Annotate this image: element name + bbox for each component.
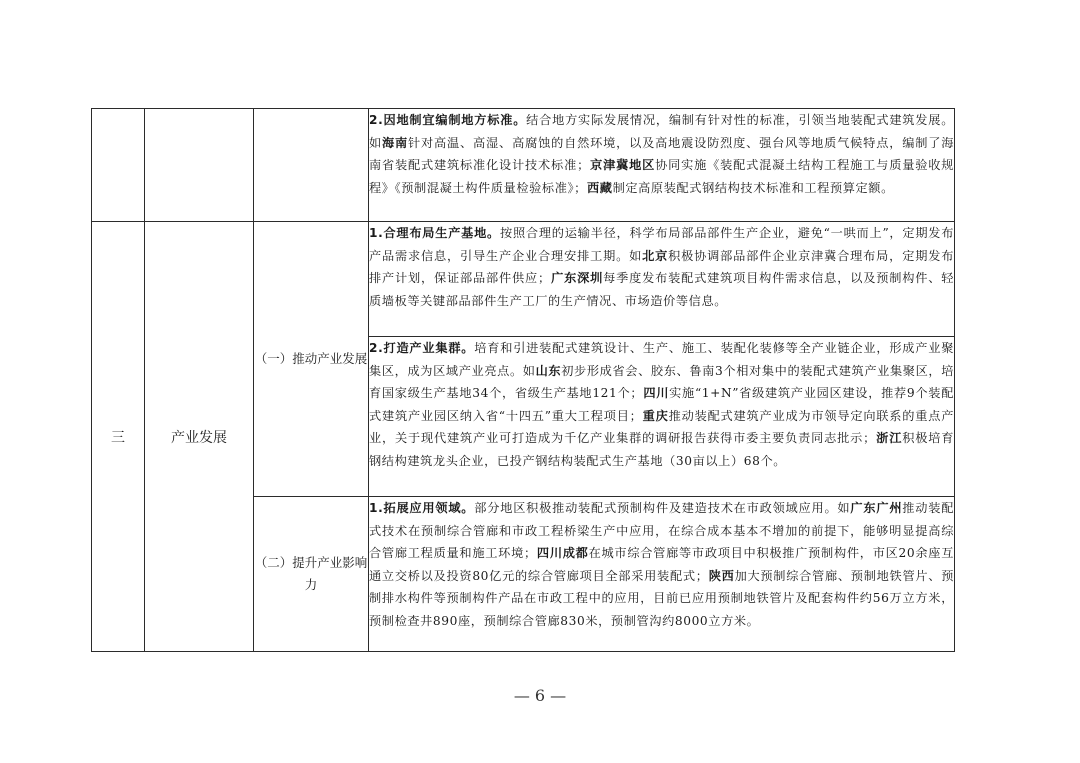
paragraph-heading: 2.因地制宜编制地方标准。 <box>369 113 527 127</box>
paragraph-production-bases: 1.合理布局生产基地。按照合理的运输半径，科学布局部品部件生产企业，避免“一哄而上”，定期发布产品需求信息，引导生产企业合理安排工期。如北京积极协调部品部件企业京津冀合理布局，定期发布排产计划，保证部品部件供应；广东深圳每季度发布装配式建筑项目构件需求信息，以及预制构件、轻质墙板等关键部品部件生产工厂的生产情况、市场造价等信息。 <box>369 226 955 308</box>
section-category: 产业发展 <box>145 222 254 652</box>
paragraph-heading: 1.合理布局生产基地。 <box>369 226 500 240</box>
category-cell-empty <box>145 109 254 222</box>
content-cell <box>369 222 955 337</box>
table-row <box>92 222 955 337</box>
section-number: 三 <box>92 222 145 652</box>
table-row <box>92 109 955 222</box>
section-number-cell-empty <box>92 109 145 222</box>
paragraph-local-standards: 2.因地制宜编制地方标准。结合地方实际发展情况，编制有针对性的标准，引领当地装配式建筑发展。如海南针对高温、高湿、高腐蚀的自然环境，以及高地震设防烈度、强台风等地质气候特点，编制了海南省装配式建筑标准化设计技术标准；京津冀地区协同实施《装配式混凝土结构工程施工与质量验收规程》《预制混凝土构件质量检验标准》；西藏制定高原装配式钢结构技术标准和工程预算定额。 <box>369 113 955 195</box>
paragraph-application-fields: 1.拓展应用领域。部分地区积极推动装配式预制构件及建造技术在市政领域应用。如广东广州推动装配式技术在预制综合管廊和市政工程桥梁生产中应用，在综合成本基本不增加的前提下，能够明显提高综合管廊工程质量和施工环境；四川成都在城市综合管廊等市政项目中积极推广预制构件，市区20余座互通立交桥以及投资80亿元的综合管廊项目全部采用装配式；陕西加大预制综合管廊、预制地铁管片、预制排水构件等预制构件产品在市政工程中的应用，目前已应用预制地铁管片及配套构件约56万立方米，预制检查井890座，预制综合管廊830米，预制管沟约8000立方米。 <box>369 501 954 628</box>
subcategory-cell-empty <box>254 109 369 222</box>
subcategory-promote-industry: （一）推动产业发展 <box>254 222 369 497</box>
content-cell <box>369 109 955 222</box>
content-cell <box>369 497 955 652</box>
paragraph-heading: 1.拓展应用领域。 <box>369 501 475 515</box>
content-cell <box>369 337 955 497</box>
page-number: — 6 — <box>513 686 567 705</box>
paragraph-heading: 2.打造产业集群。 <box>369 341 475 355</box>
subcategory-industry-influence: （二）提升产业影响力 <box>254 497 369 652</box>
content-table <box>91 108 955 652</box>
paragraph-industry-clusters: 2.打造产业集群。培育和引进装配式建筑设计、生产、施工、装配化装修等全产业链企业，形成产业聚集区，成为区域产业亮点。如山东初步形成省会、胶东、鲁南3个相对集中的装配式建筑产业集聚区，培育国家级生产基地34个，省级生产基地121个；四川实施“1+N”省级建筑产业园区建设，推荐9个装配式建筑产业园区纳入省“十四五”重大工程项目；重庆推动装配式建筑产业成为市领导定向联系的重点产业，关于现代建筑产业可打造成为千亿产业集群的调研报告获得市委主要负责同志批示；浙江积极培育钢结构建筑龙头企业，已投产钢结构装配式生产基地（30亩以上）68个。 <box>369 341 955 468</box>
